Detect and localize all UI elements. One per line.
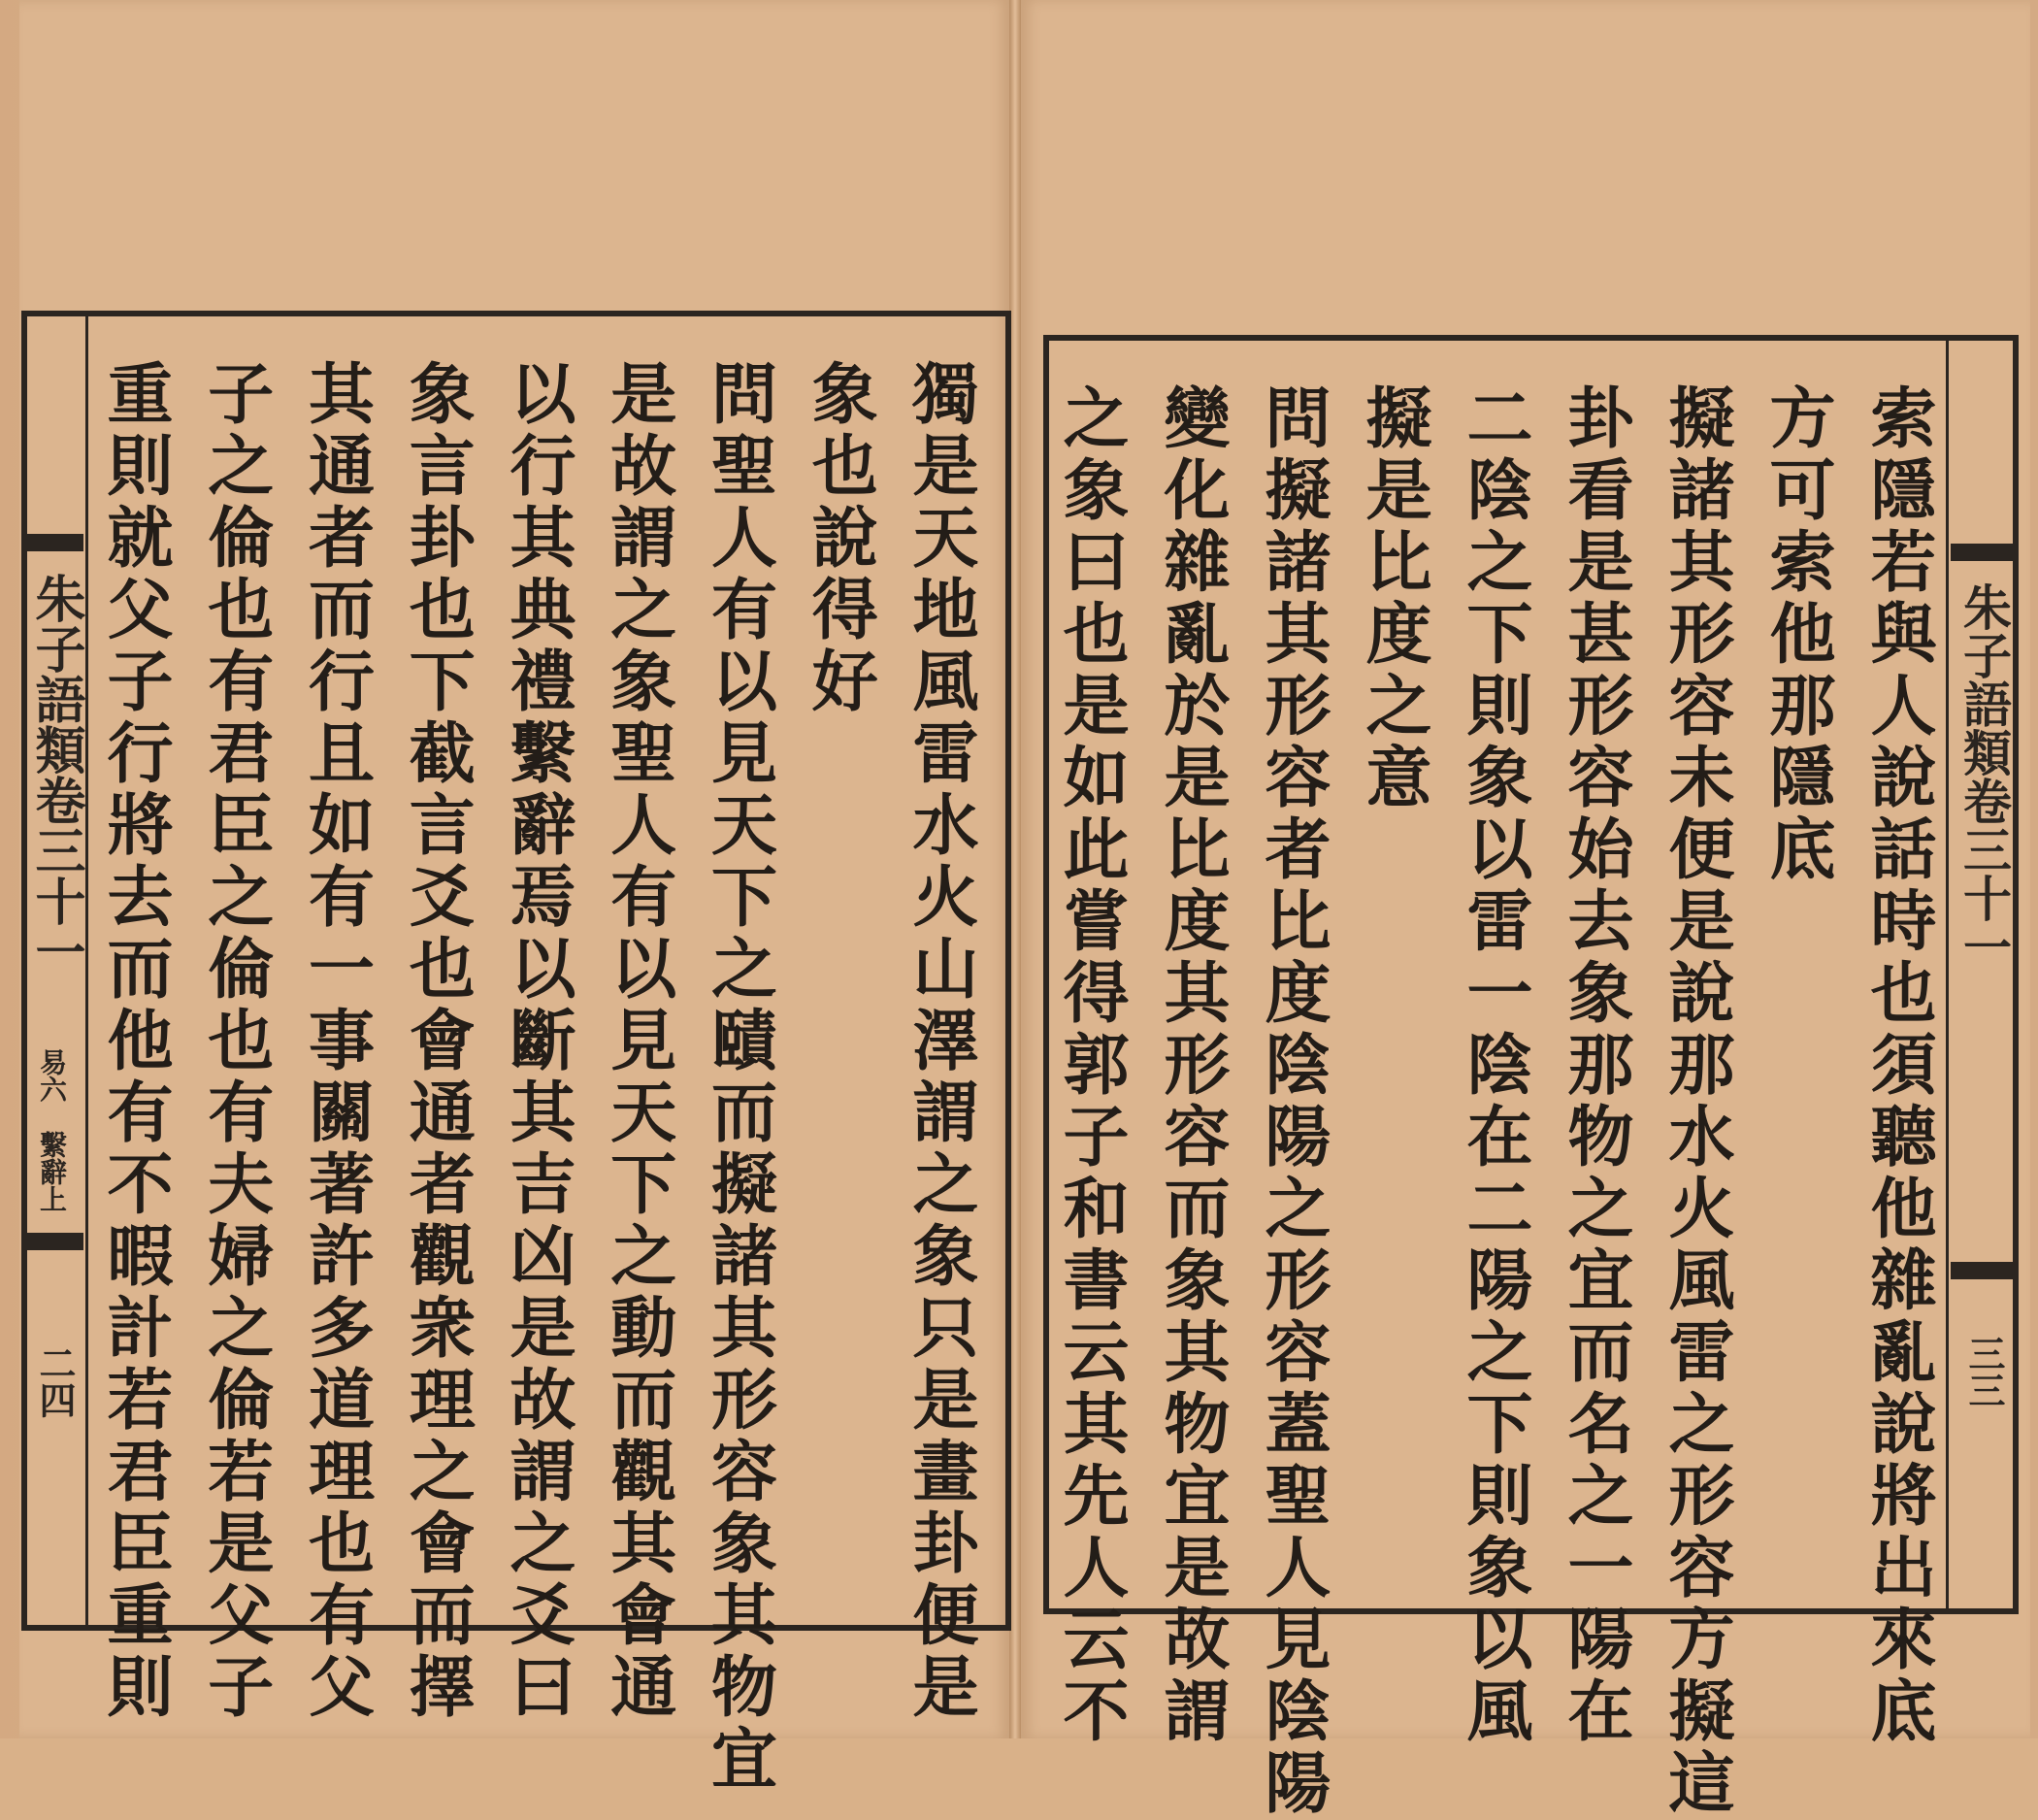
text-column: 問擬諸其形容者比度陰陽之形容蓋聖人見陰陽 xyxy=(1254,383,1331,1820)
right-margin-rule xyxy=(1946,341,1949,1608)
right-margin-fishtail-bottom xyxy=(1951,1262,2013,1279)
text-column: 獨是天地風雷水火山澤謂之象只是畫卦便是 xyxy=(902,359,979,1724)
right-page-text xyxy=(1052,383,1937,1820)
text-column: 是故謂之象聖人有以見天下之動而觀其會通 xyxy=(599,359,677,1724)
right-margin-page-number: 三三 xyxy=(1962,1335,2006,1408)
text-column: 以行其典禮繫辭焉以斷其吉凶是故謂之爻曰 xyxy=(499,359,576,1724)
left-margin-page-number: 二四 xyxy=(33,1344,77,1418)
text-column: 卦看是甚形容始去象那物之宜而名之一陽在 xyxy=(1557,383,1634,1748)
left-margin-fishtail-top xyxy=(27,534,83,551)
left-page-text xyxy=(96,359,979,1796)
text-column: 重則就父子行將去而他有不暇計若君臣重則 xyxy=(96,359,174,1724)
text-column: 象也說得好 xyxy=(801,359,879,718)
text-column: 象言卦也下截言爻也會通者觀衆理之會而擇 xyxy=(398,359,477,1724)
text-column: 之象曰也是如此嘗得郭子和書云其先人云不 xyxy=(1052,383,1130,1748)
text-column: 其通者而行且如有一事關著許多道理也有父 xyxy=(297,359,376,1724)
text-column: 二陰之下則象以雷一陰在二陽之下則象以風 xyxy=(1456,383,1533,1748)
left-margin-section: 易六 xyxy=(36,1048,68,1103)
text-column: 索隱若與人說話時也須聽他雜亂說將出來底 xyxy=(1859,383,1937,1748)
text-column: 子之倫也有君臣之倫也有夫婦之倫若是父子 xyxy=(196,359,275,1724)
left-margin-rule xyxy=(85,316,88,1625)
right-margin-fishtail-top xyxy=(1951,544,2013,561)
text-column: 擬諸其形容未便是說那水火風雷之形容方擬這 xyxy=(1658,383,1735,1820)
text-column: 方可索他那隱底 xyxy=(1759,383,1836,886)
text-column: 擬是比度之意 xyxy=(1355,383,1432,814)
left-margin-chapter: 繫辭上 xyxy=(36,1131,68,1212)
left-margin-title: 朱子語類卷三十一 xyxy=(26,573,85,976)
text-column: 問聖人有以見天下之賾而擬諸其形容象其物宜 xyxy=(700,359,778,1796)
right-margin-title: 朱子語類卷三十一 xyxy=(1956,582,2013,971)
left-margin-fishtail-bottom xyxy=(27,1233,83,1250)
text-column: 變化雜亂於是比度其形容而象其物宜是故謂 xyxy=(1153,383,1231,1748)
